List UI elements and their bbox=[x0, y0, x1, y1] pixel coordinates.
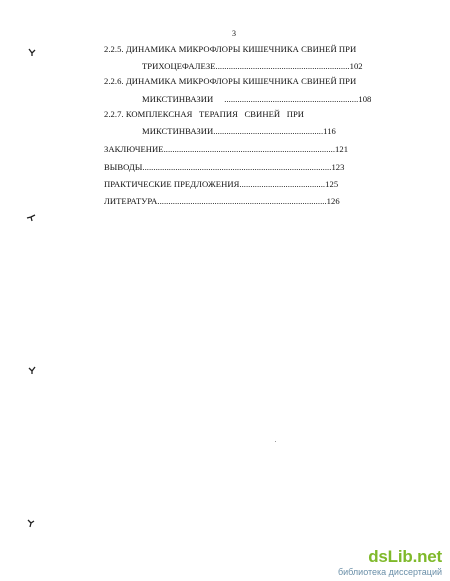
watermark-logo-text: dsLib.net bbox=[368, 547, 442, 566]
binding-hole-mark-icon bbox=[26, 213, 36, 223]
binding-hole-mark-icon bbox=[27, 365, 37, 375]
binding-hole-mark-icon bbox=[26, 518, 36, 528]
binding-hole-mark-icon bbox=[27, 47, 37, 57]
toc-entry-2-2-5-title: 2.2.5. ДИНАМИКА МИКРОФЛОРЫ КИШЕЧНИКА СВИНЕЙ ПРИ bbox=[104, 44, 357, 54]
toc-entry-2-2-7-continuation: МИКСТИНВАЗИИ..................................................116 bbox=[142, 126, 336, 136]
toc-entry-findings: ВЫВОДЫ......................................................................................123 bbox=[104, 162, 345, 172]
toc-entry-practical-proposals: ПРАКТИЧЕСКИЕ ПРЕДЛОЖЕНИЯ.......................................125 bbox=[104, 179, 339, 189]
toc-entry-literature: ЛИТЕРАТУРА.............................................................................126 bbox=[104, 196, 340, 206]
page-number: 3 bbox=[232, 29, 236, 38]
toc-entry-2-2-7-title: 2.2.7. КОМПЛЕКСНАЯ ТЕРАПИЯ СВИНЕЙ ПРИ bbox=[104, 109, 305, 119]
watermark-caption: библиотека диссертаций bbox=[337, 567, 442, 577]
scan-speck bbox=[275, 441, 276, 442]
toc-entry-2-2-6-continuation: МИКСТИНВАЗИИ .............................................................108 bbox=[142, 94, 372, 104]
toc-entry-2-2-6-title: 2.2.6. ДИНАМИКА МИКРОФЛОРЫ КИШЕЧНИКА СВИНЕЙ ПРИ bbox=[104, 76, 357, 86]
toc-entry-2-2-5-continuation: ТРИХОЦЕФАЛЕЗЕ.............................................................102 bbox=[142, 61, 363, 71]
watermark bbox=[334, 547, 444, 577]
toc-entry-conclusion: ЗАКЛЮЧЕНИЕ..............................................................................121 bbox=[104, 144, 349, 154]
